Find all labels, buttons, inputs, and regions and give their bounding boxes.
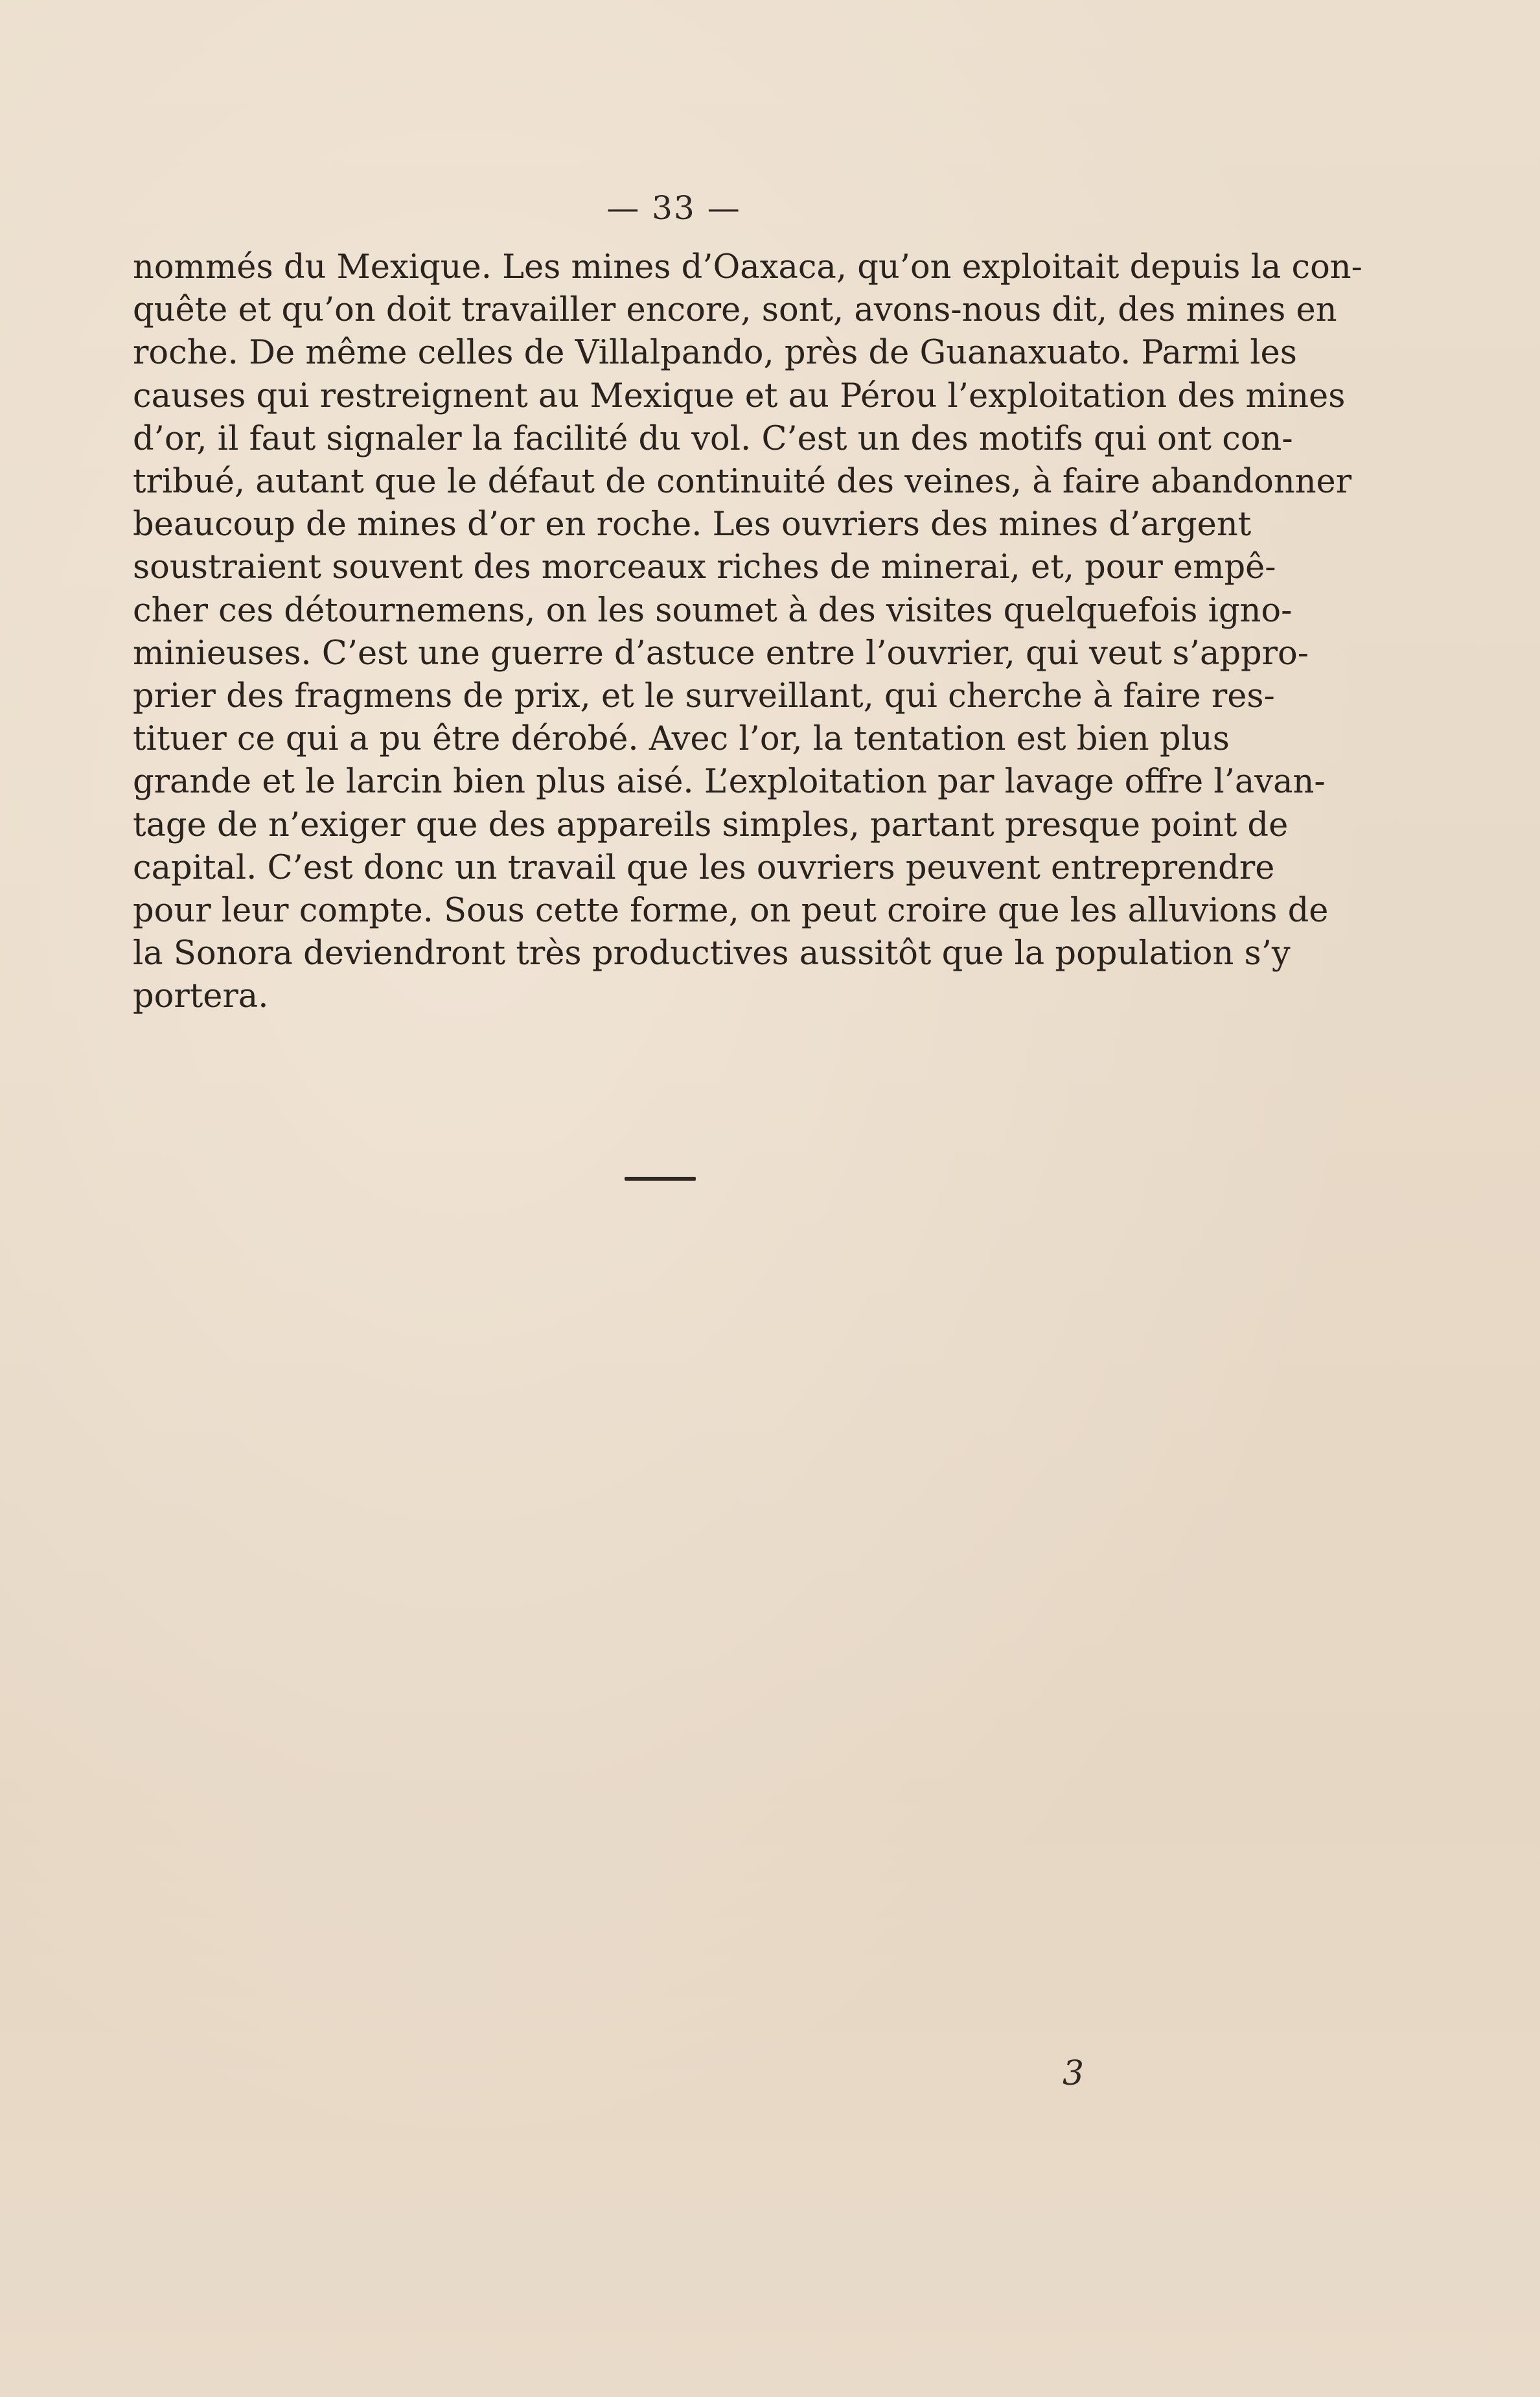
text-line: la Sonora deviendront très productives aussitôt que la population s’y (133, 934, 1291, 973)
text-line: soustraient souvent des morceaux riches de minerai, et, pour empê- (133, 548, 1276, 587)
text-line: capital. C’est donc un travail que les ouvriers peuvent entreprendre (133, 848, 1275, 887)
text-line: nommés du Mexique. Les mines d’Oaxaca, qu’on exploitait depuis la con- (133, 248, 1362, 286)
text-line: prier des fragmens de prix, et le surveillant, qui cherche à faire res- (133, 677, 1275, 716)
text-line: tituer ce qui a pu être dérobé. Avec l’or, la tentation est bien plus (133, 720, 1230, 759)
text-line: roche. De même celles de Villalpando, près de Guanaxuato. Parmi les (133, 334, 1297, 373)
text-line: cher ces détournemens, on les soumet à des visites quelquefois igno- (133, 591, 1293, 630)
page-number: — 33 — (606, 189, 741, 227)
text-line: quête et qu’on doit travailler encore, sont, avons-nous dit, des mines en (133, 291, 1337, 330)
text-line: tage de n’exiger que des appareils simples, partant presque point de (133, 805, 1289, 844)
text-line: causes qui restreignent au Mexique et au Pérou l’exploitation des mines (133, 376, 1346, 415)
text-line-last: portera. (133, 977, 269, 1016)
text-line: beaucoup de mines d’or en roche. Les ouvriers des mines d’argent (133, 505, 1252, 544)
section-divider (625, 1177, 696, 1181)
text-line: tribué, autant que le défaut de continuité des veines, à faire abandonner (133, 463, 1352, 502)
text-line: pour leur compte. Sous cette forme, on peut croire que les alluvions de (133, 892, 1329, 931)
signature-mark: 3 (1063, 2054, 1085, 2093)
text-line: d’or, il faut signaler la facilité du vol. C’est un des motifs qui ont con- (133, 419, 1293, 458)
text-line: minieuses. C’est une guerre d’astuce entre l’ouvrier, qui veut s’appro- (133, 634, 1309, 673)
text-line: grande et le larcin bien plus aisé. L’exploitation par lavage offre l’avan- (133, 763, 1326, 802)
body-paragraph (133, 246, 1362, 1019)
